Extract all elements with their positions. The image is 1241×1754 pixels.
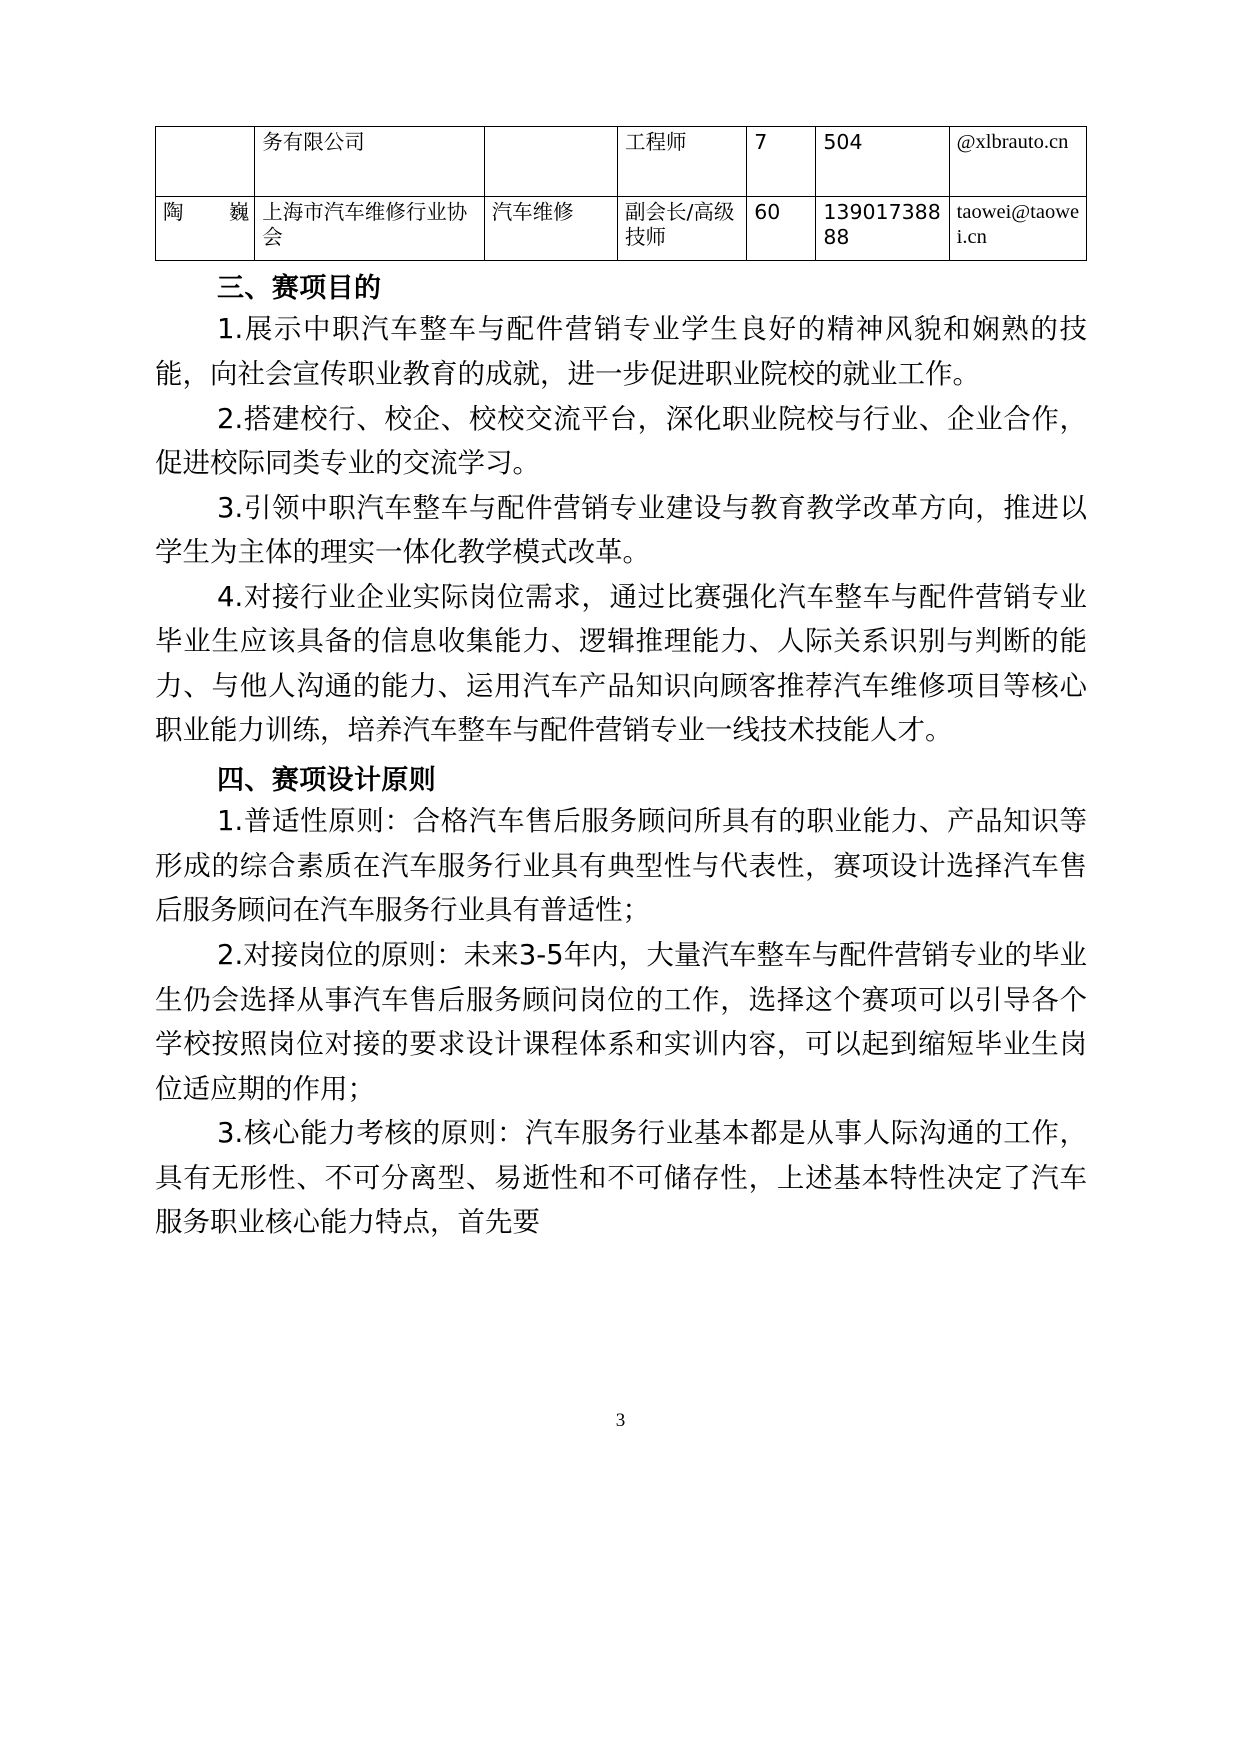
section-three-paragraph-4: 4.对接行业企业实际岗位需求，通过比赛强化汽车整车与配件营销专业毕业生应该具备的信息收集能力、逻辑推理能力、人际关系识别与判断的能力、与他人沟通的能力、运用汽车产品知识向顾客推荐汽车维修项目等核心职业能力训练，培养汽车整车与配件营销专业一线技术技能人才。 — [155, 580, 1087, 747]
section-four-paragraph-1: 1.普适性原则：合格汽车售后服务顾问所具有的职业能力、产品知识等形成的综合素质在汽车服务行业具有典型性与代表性，赛项设计选择汽车售后服务顾问在汽车服务行业具有普适性； — [155, 805, 1087, 927]
table-row — [156, 197, 1087, 261]
section-four-paragraph-3: 3.核心能力考核的原则：汽车服务行业基本都是从事人际沟通的工作，具有无形性、不可分离型、易逝性和不可储存性，上述基本特性决定了汽车服务职业核心能力特点，首先要 — [155, 1117, 1087, 1239]
section-three-paragraph-2: 2.搭建校行、校企、校校交流平台，深化职业院校与行业、企业合作，促进校际同类专业的交流学习。 — [155, 402, 1087, 480]
contact-table — [155, 126, 1087, 261]
table-cell-name — [156, 127, 255, 197]
table-cell-name: 陶巍 — [156, 197, 255, 261]
table-cell-org: 上海市汽车维修行业协会 — [255, 197, 484, 261]
table-cell-org: 务有限公司 — [255, 127, 484, 197]
section-four-paragraph-2: 2.对接岗位的原则：未来3-5年内，大量汽车整车与配件营销专业的毕业生仍会选择从事汽车售后服务顾问岗位的工作，选择这个赛项可以引导各个学校按照岗位对接的要求设计课程体系和实训内容，可以起到缩短毕业生岗位适应期的作用； — [155, 938, 1087, 1105]
table-cell-phone: 504 — [816, 127, 949, 197]
section-heading-three: 三、赛项目的 — [217, 273, 382, 304]
table-cell-title: 副会长/高级技师 — [617, 197, 746, 261]
table-cell-number: 7 — [747, 127, 816, 197]
table-cell-field: 汽车维修 — [484, 197, 617, 261]
table-cell-email: @xlbrauto.cn — [949, 127, 1086, 197]
section-three-paragraph-1: 1.展示中职汽车整车与配件营销专业学生良好的精神风貌和娴熟的技能，向社会宣传职业教育的成就，进一步促进职业院校的就业工作。 — [155, 313, 1087, 390]
page-content — [155, 126, 1087, 1245]
table-cell-field — [484, 127, 617, 197]
page-number: 3 — [615, 1410, 626, 1431]
table-cell-phone: 13901738888 — [816, 197, 949, 261]
table-cell-title: 工程师 — [617, 127, 746, 197]
section-heading-four: 四、赛项设计原则 — [217, 764, 437, 796]
section-three-paragraph-3: 3.引领中职汽车整车与配件营销专业建设与教育教学改革方向，推进以学生为主体的理实一体化教学模式改革。 — [155, 491, 1087, 569]
table-cell-number: 60 — [747, 197, 816, 261]
table-cell-email: taowei@taowei.cn — [949, 197, 1086, 261]
table-row — [156, 127, 1087, 197]
